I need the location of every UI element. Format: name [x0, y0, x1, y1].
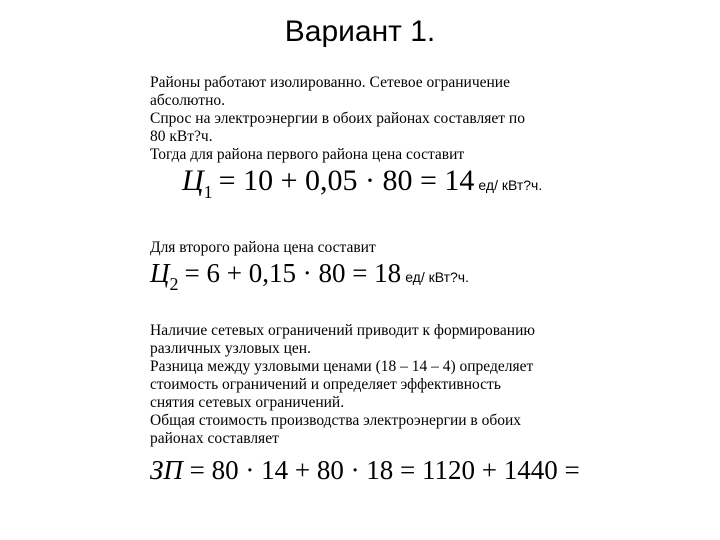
formula-price-region-2: [150, 257, 570, 300]
text-line: районах составляет: [150, 430, 279, 447]
formula-total-cost: [150, 454, 580, 486]
formula-expression: = 80 · 14 + 80 · 18 = 1120 + 1440 =: [189, 455, 580, 485]
formula-expression: = 6 + 0,15 · 80 = 18: [184, 258, 402, 288]
text-line: Районы работают изолированно. Сетевое ограничение: [150, 74, 510, 91]
formula-unit: ед/ кВт?ч.: [405, 269, 469, 285]
text-line: абсолютно.: [150, 92, 225, 109]
formula-unit: ед/ кВт?ч.: [478, 177, 543, 193]
formula-expression: = 10 + 0,05 · 80 = 14: [218, 164, 475, 197]
text-line: Разница между узловыми ценами (18 – 14 – 4) определяет: [150, 358, 534, 375]
text-line: Спрос на электроэнергии в обоих районах составляет по: [150, 110, 525, 127]
slide-content: [150, 74, 580, 486]
text-line: снятия сетевых ограничений.: [150, 394, 345, 411]
text-line: Общая стоимость производства электроэнергии в обоих: [150, 412, 522, 429]
text-line: различных узловых цен.: [150, 340, 311, 357]
formula-symbol: ЗП: [150, 455, 183, 485]
formula-subscript: 1: [203, 182, 213, 202]
text-line: 80 кВт?ч.: [150, 128, 213, 145]
text-line: Тогда для района первого района цена составит: [150, 146, 465, 163]
slide-title: Вариант 1.: [284, 15, 436, 48]
text-line: стоимость ограничений и определяет эффективность: [150, 376, 501, 393]
text-line: Для второго района цена составит: [150, 239, 376, 256]
formula-symbol: Ц: [182, 164, 204, 197]
text-line: Наличие сетевых ограничений приводит к формированию: [150, 322, 535, 339]
formula-symbol: Ц: [150, 258, 170, 288]
formula-price-region-1: [150, 164, 570, 209]
formula-subscript: 2: [169, 274, 179, 294]
